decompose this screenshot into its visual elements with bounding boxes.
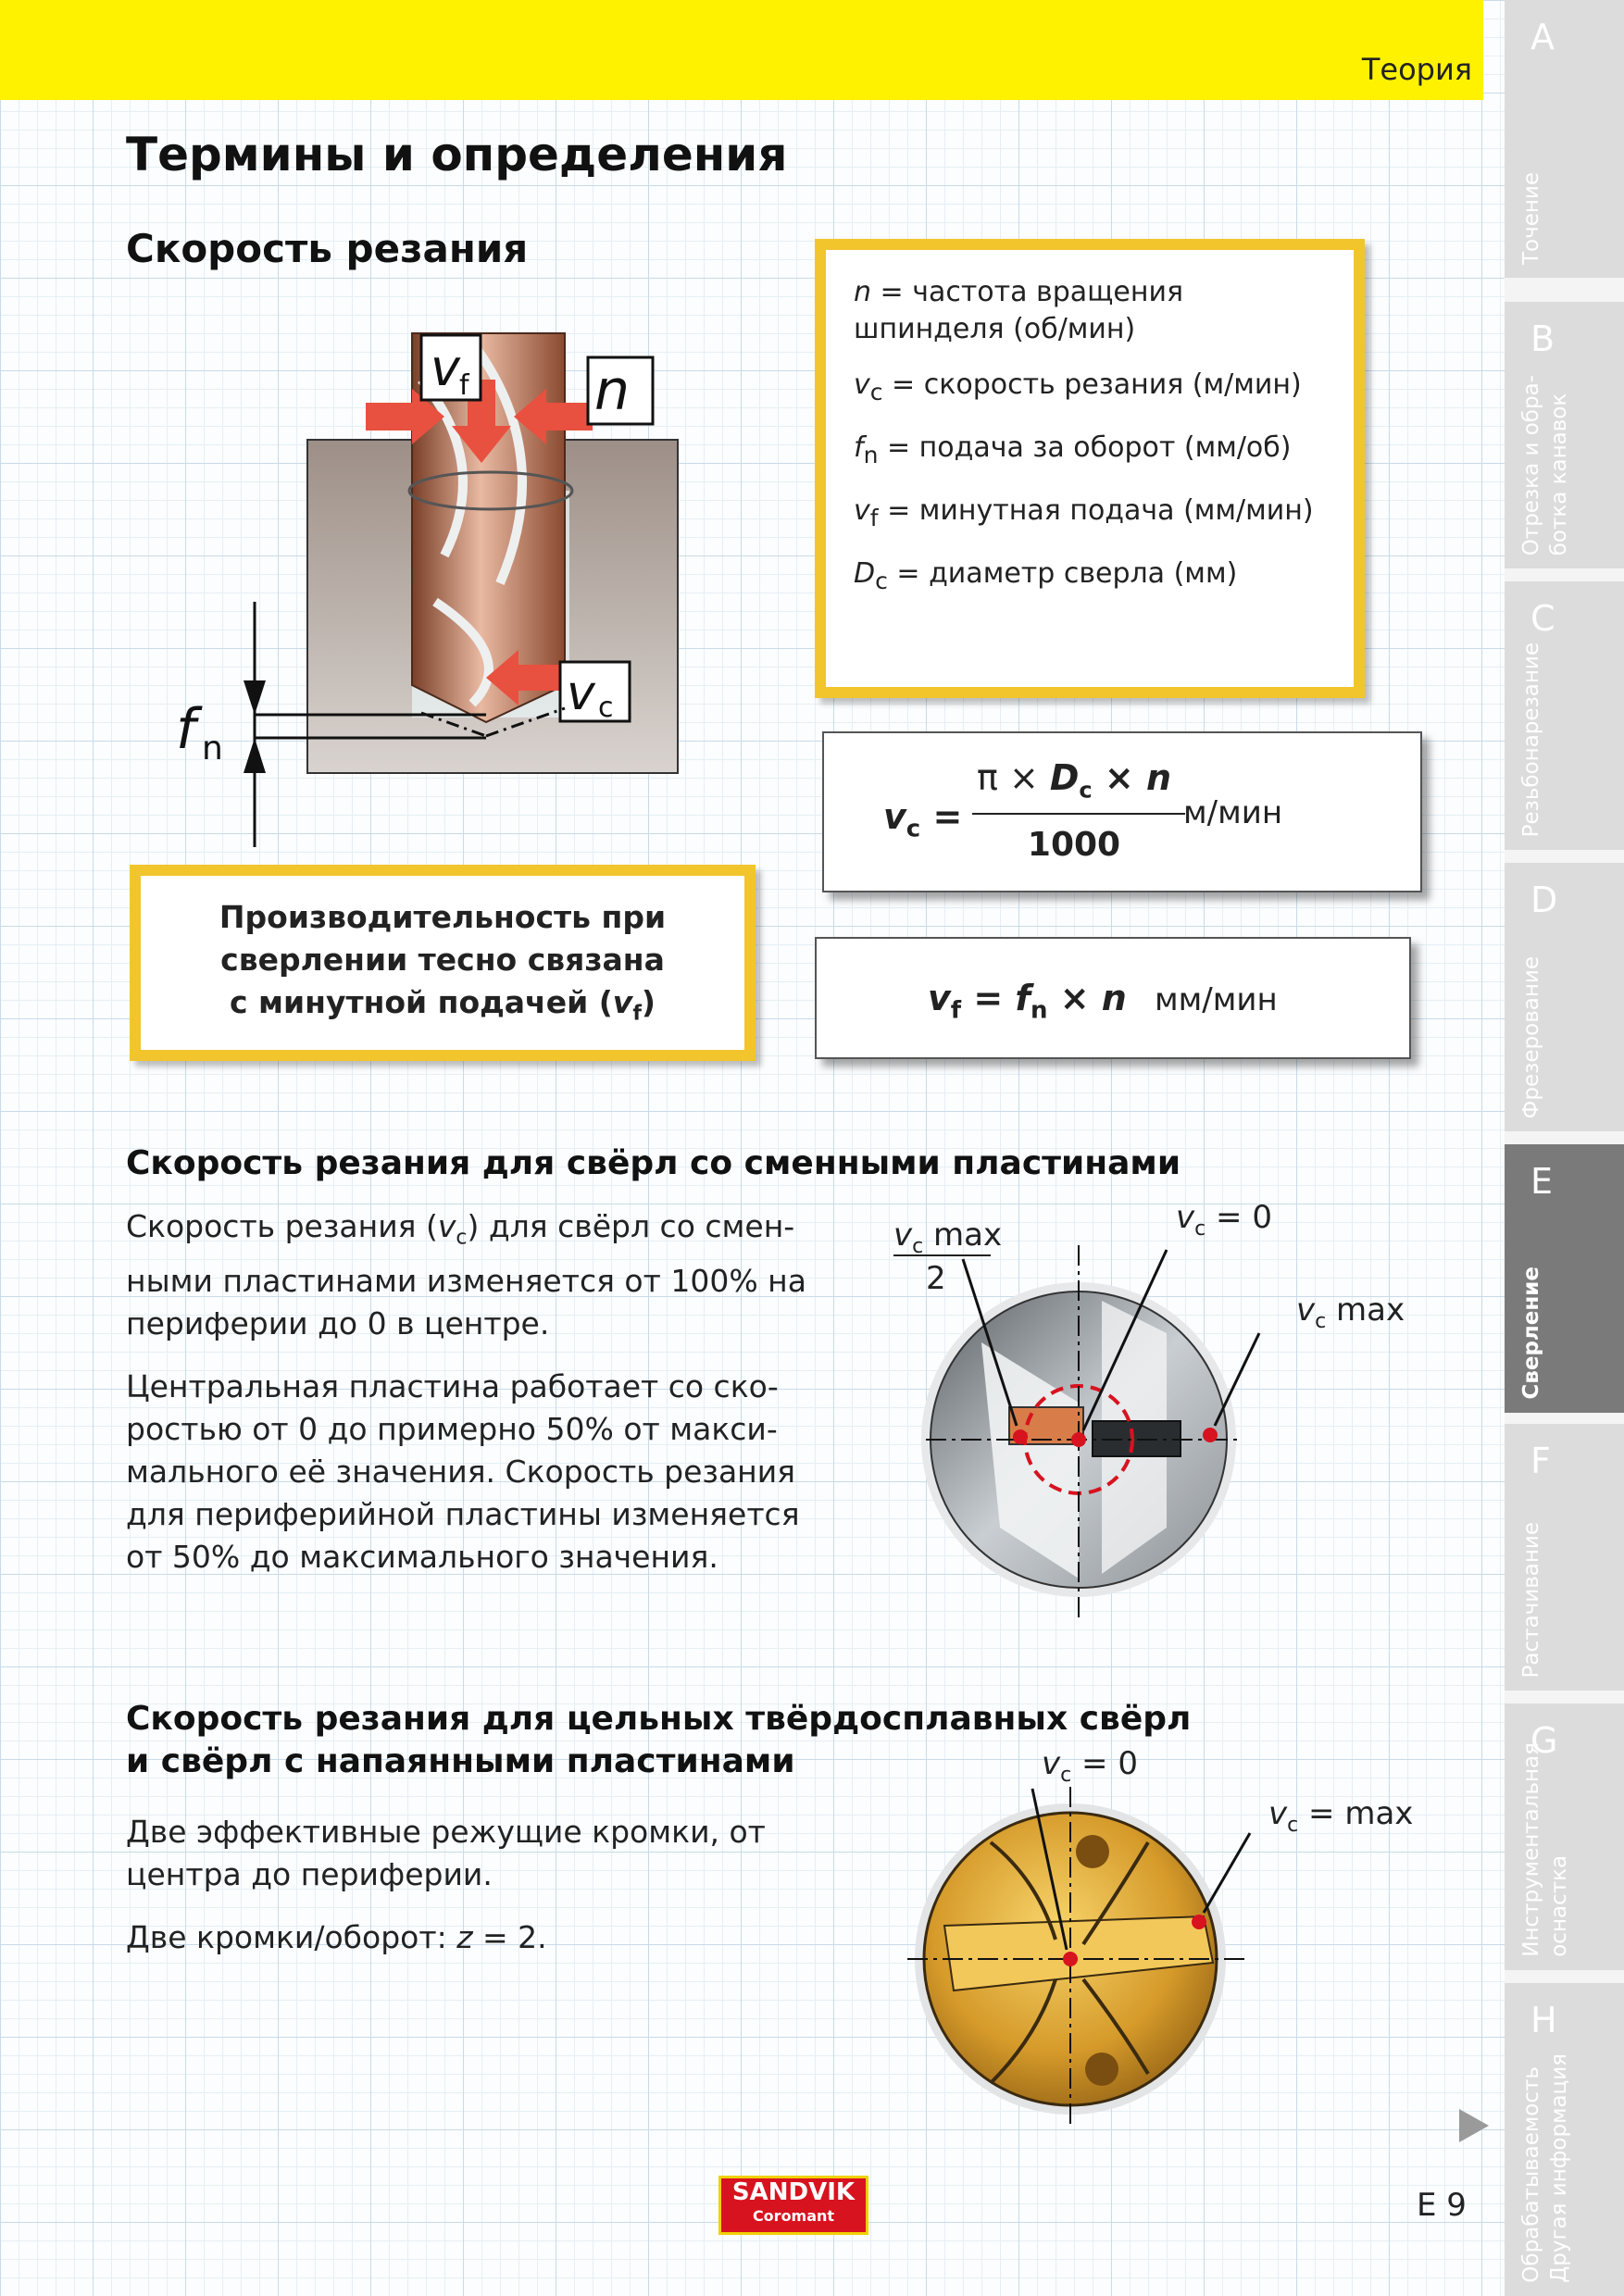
feed-rate-formula [815, 937, 1411, 1059]
half-max-denominator: 2 [926, 1260, 946, 1297]
tab-letter: B [1530, 318, 1555, 359]
tab-e[interactable] [1505, 1144, 1624, 1413]
definition-n: n = частота вращения шпинделя (об/мин) [854, 276, 1184, 345]
header-bar [0, 0, 1483, 100]
next-page-arrow-icon[interactable] [1457, 2107, 1491, 2144]
formula-numerator: $\pi \times D_c \times n$ [976, 757, 1172, 804]
tab-label: Фрезерование [1519, 955, 1543, 1118]
tab-label: Отрезка и обра- ботка канавок [1519, 374, 1571, 555]
tab-label: Точение [1519, 172, 1543, 265]
solid-zero-speed-label: $v_c = 0$ [1042, 1745, 1138, 1787]
tab-letter: H [1530, 2000, 1557, 2040]
page-title: Термины и определения [126, 128, 788, 181]
solid-max-speed-label: $v_c = \max$ [1268, 1795, 1414, 1837]
max-speed-label: $v_c$ max [1296, 1292, 1405, 1333]
indexable-para2: Центральная пластина работает со ско-ростью от 0 до примерно 50% от макси-мального её значения. Скорость резания для периферийной пластины изменяется от 50% до максимального значения. [126, 1367, 800, 1575]
solid-carbide-drill-diagram [889, 1741, 1426, 2129]
n-label: n [594, 358, 631, 423]
tab-h[interactable] [1505, 1983, 1624, 2296]
definition-vf: $v_f$ = минутная подача (мм/мин) [854, 494, 1314, 531]
solid-carbide-para1: Две эффективные режущие кромки, от центра до периферии. [126, 1814, 766, 1892]
tab-a[interactable] [1505, 0, 1624, 278]
tab-label: Сверление [1519, 1267, 1543, 1400]
tab-letter: C [1530, 598, 1555, 639]
formula-denominator: 1000 [1027, 826, 1121, 864]
formula-lhs: $v_c$ = [883, 796, 963, 843]
section-title-cutting-speed: Скорость резания [126, 226, 529, 271]
chapter-tabs [1505, 0, 1624, 2296]
tab-b[interactable] [1505, 302, 1624, 568]
productivity-note: Производительность при сверлении тесно связана с минутной подачей $(v_f)$ [130, 865, 756, 1061]
tab-letter: G [1530, 1720, 1558, 1761]
solid-carbide-para2: Две кромки/оборот: z = 2. [126, 1919, 547, 1955]
tab-d[interactable] [1505, 863, 1624, 1131]
tab-letter: D [1530, 880, 1558, 920]
definition-dc: $D_c$ = диаметр сверла (мм) [854, 557, 1238, 594]
indexable-drill-diagram [870, 1194, 1426, 1620]
tab-letter: A [1530, 17, 1555, 57]
zero-speed-label: $v_c = 0$ [1176, 1199, 1272, 1241]
indexable-para1: Скорость резания $(v_c)$ для свёрл со смен-ными пластинами изменяется от 100% на периферии до 0 в центре. [126, 1208, 806, 1341]
vc-subscript: c [598, 692, 614, 724]
page-number: E 9 [1417, 2187, 1467, 2224]
cutting-speed-formula [822, 731, 1422, 892]
definition-fn: $f_n$ = подача за оборот (мм/об) [854, 431, 1292, 468]
tab-letter: F [1530, 1441, 1551, 1481]
section-title: Теория [1361, 52, 1472, 87]
vc-label: v [567, 666, 595, 721]
fn-subscript: n [202, 730, 223, 767]
definition-vc: $v_c$ = скорость резания (м/мин) [854, 368, 1302, 406]
fn-label: f [176, 697, 196, 762]
section-title-solid-carbide: Скорость резания для цельных твёрдосплавных свёрл и свёрл с напаянными пластинами [126, 1700, 1192, 1780]
formula2-expression: $v_f = f_n \times n$ [928, 978, 1127, 1025]
formula2-unit: мм/мин [1155, 981, 1278, 1018]
tab-label: Инструментальная оснастка [1519, 1742, 1571, 1957]
solid-carbide-text [126, 1811, 793, 1979]
fraction-bar [972, 813, 1185, 815]
vf-label: v [431, 339, 460, 397]
tab-label: Растачивание [1519, 1521, 1543, 1678]
sandvik-coromant-logo: SANDVIK Coromant [718, 2176, 868, 2235]
vf-subscript: f [459, 369, 469, 402]
section-title-indexable: Скорость резания для свёрл со сменными пластинами [126, 1144, 1181, 1182]
tab-f[interactable] [1505, 1424, 1624, 1691]
drill-feed-diagram [167, 324, 704, 852]
tab-letter: E [1530, 1161, 1554, 1202]
tab-label: Обрабатываемость Другая информация [1519, 2053, 1571, 2283]
tab-g[interactable] [1505, 1703, 1624, 1970]
formula-unit: м/мин [1183, 794, 1283, 831]
indexable-text [126, 1205, 811, 1599]
tab-label: Резьбонарезание [1519, 642, 1543, 837]
tab-c[interactable] [1505, 581, 1624, 850]
half-max-label: $v_c$ max [893, 1217, 1003, 1258]
definitions-box [815, 239, 1365, 698]
